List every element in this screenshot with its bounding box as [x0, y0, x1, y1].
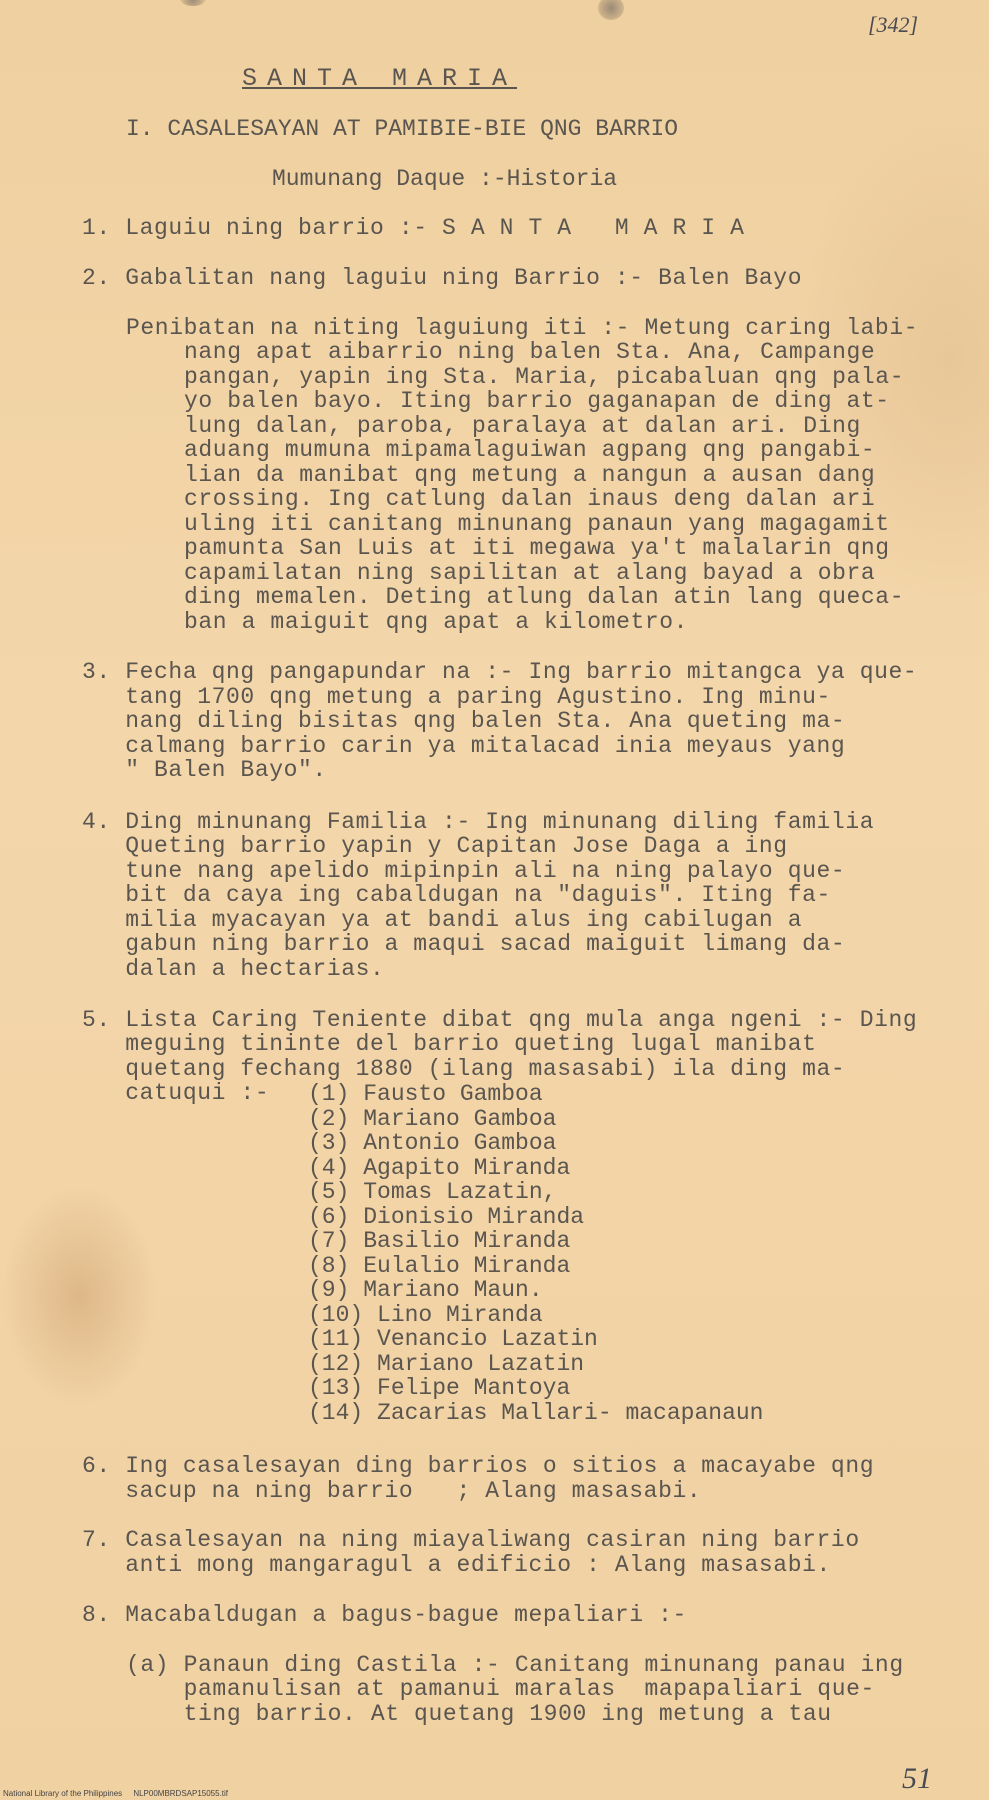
- paragraph-line: calmang barrio carin ya mitalacad inia meyaus yang: [82, 733, 846, 759]
- paragraph-line: pamunta San Luis at iti megawa ya't malalarin qng: [184, 535, 890, 561]
- paragraph-line: gabun ning barrio a maqui sacad maiguit limang da-: [82, 931, 846, 957]
- section-heading: I. CASALESAYAN AT PAMIBIE-BIE QNG BARRIO: [126, 116, 679, 142]
- paragraph-line: tang 1700 qng metung a paring Agustino. Ing minu-: [82, 684, 831, 710]
- list-item: (10) Lino Miranda: [308, 1301, 543, 1328]
- list-item: (14) Zacarias Mallari- macapanaun: [308, 1399, 764, 1426]
- paragraph-line: milia myacayan ya at bandi alus ing cabilugan a: [82, 907, 803, 933]
- paragraph-line: ting barrio. At quetang 1900 ing metung a tau: [126, 1701, 832, 1727]
- paragraph-line: dalan a hectarias.: [82, 956, 385, 982]
- list-item: (6) Dionisio Miranda: [308, 1203, 585, 1230]
- paragraph-line: (a) Panaun ding Castila :- Canitang minunang panau ing: [126, 1652, 904, 1678]
- list-item: (7) Basilio Miranda: [308, 1228, 571, 1254]
- item-2: 2. Gabalitan nang laguiu ning Barrio :- Balen Bayo: [82, 265, 803, 291]
- list-item: (13) Felipe Mantoya: [308, 1375, 571, 1401]
- paragraph-line: bit da caya ing cabaldugan na "daguis". Iting fa-: [82, 882, 831, 908]
- paragraph-line: aduang mumuna mipamalaguiwan agpang qng pangabi-: [184, 437, 876, 463]
- paragraph-line: " Balen Bayo".: [82, 757, 327, 783]
- list-item: (8) Eulalio Miranda: [308, 1252, 571, 1279]
- paragraph-line: pangan, yapin ing Sta. Maria, picabaluan qng pala-: [184, 364, 905, 390]
- punch-hole: [180, 0, 206, 6]
- paragraph-line: quetang fechang 1880 (ilang masasabi) ila ding ma-: [82, 1056, 846, 1082]
- punch-hole: [598, 0, 624, 20]
- list-item: (4) Agapito Miranda: [308, 1154, 571, 1181]
- paragraph-line: 6. Ing casalesayan ding barrios o sitios a macayabe qng: [82, 1453, 875, 1479]
- library-name: National Library of the Philippines: [3, 1789, 123, 1798]
- paragraph-line: lung dalan, paroba, paralaya at dalan ari. Ding: [184, 413, 861, 439]
- item-1: 1. Laguiu ning barrio :- S A N T A M A R I A: [82, 215, 745, 241]
- paragraph-line: pamanulisan at pamanui maralas mapapaliari que-: [126, 1676, 875, 1702]
- page-title: SANTA MARIA: [242, 64, 518, 93]
- list-item: (2) Mariano Gamboa: [308, 1105, 557, 1132]
- paragraph-line: nang diling bisitas qng balen Sta. Ana queting ma-: [82, 708, 846, 734]
- reference-number: [342]: [868, 12, 919, 37]
- paragraph-line: capamilatan ning sapilitan at alang bayad a obra: [184, 560, 876, 586]
- paragraph-line: sacup na ning barrio ; Alang masasabi.: [82, 1478, 702, 1504]
- paragraph-line: Queting barrio yapin y Capitan Jose Daga a ing: [82, 833, 788, 859]
- footer: [3, 1789, 228, 1798]
- paragraph-line: tune nang apelido mipinpin ali na ning palayo que-: [82, 858, 846, 884]
- paragraph-line: ding memalen. Deting atlung dalan atin lang queca-: [184, 584, 905, 610]
- paragraph-line: nang apat aibarrio ning balen Sta. Ana, Campange: [184, 339, 876, 365]
- paragraph-line: anti mong mangaragul a edificio : Alang masasabi.: [82, 1552, 831, 1578]
- paragraph-line: 7. Casalesayan na ning miayaliwang casiran ning barrio: [82, 1527, 860, 1553]
- file-id: NLP00MBRDSAP15055.tif: [133, 1789, 229, 1798]
- paragraph-line: meguing tininte del barrio queting lugal manibat: [82, 1031, 817, 1057]
- list-item: (5) Tomas Lazatin,: [308, 1179, 557, 1205]
- paragraph-line: 3. Fecha qng pangapundar na :- Ing barrio mitangca ya que-: [82, 659, 918, 685]
- tenientes-list: [308, 1081, 763, 1424]
- list-item: (9) Mariano Maun.: [308, 1277, 543, 1303]
- paragraph-line: yo balen bayo. Iting barrio gaganapan de ding at-: [184, 388, 890, 414]
- page-number: 51: [902, 1762, 932, 1795]
- paragraph-line: ban a maiguit qng apat a kilometro.: [184, 609, 689, 635]
- list-item: (12) Mariano Lazatin: [308, 1350, 585, 1377]
- subheading: Mumunang Daque :-Historia: [272, 166, 618, 192]
- paragraph-line: 4. Ding minunang Familia :- Ing minunang diling familia: [82, 809, 875, 835]
- paragraph-line: Penibatan na niting laguiung iti :- Metung caring labi-: [126, 315, 919, 341]
- paragraph-line: catuqui :-: [82, 1080, 270, 1106]
- item-8: 8. Macabaldugan a bagus-bague mepaliari :-: [82, 1602, 687, 1628]
- paragraph-line: 5. Lista Caring Teniente dibat qng mula anga ngeni :- Ding: [82, 1007, 918, 1033]
- paragraph-line: uling iti canitang minunang panaun yang magagamit: [184, 511, 890, 537]
- paragraph-line: crossing. Ing catlung dalan inaus deng dalan ari: [184, 486, 876, 512]
- list-item: (3) Antonio Gamboa: [308, 1130, 557, 1156]
- list-item: (1) Fausto Gamboa: [308, 1081, 543, 1107]
- paragraph-line: lian da manibat qng metung a nangun a ausan dang: [184, 462, 876, 488]
- list-item: (11) Venancio Lazatin: [308, 1326, 598, 1352]
